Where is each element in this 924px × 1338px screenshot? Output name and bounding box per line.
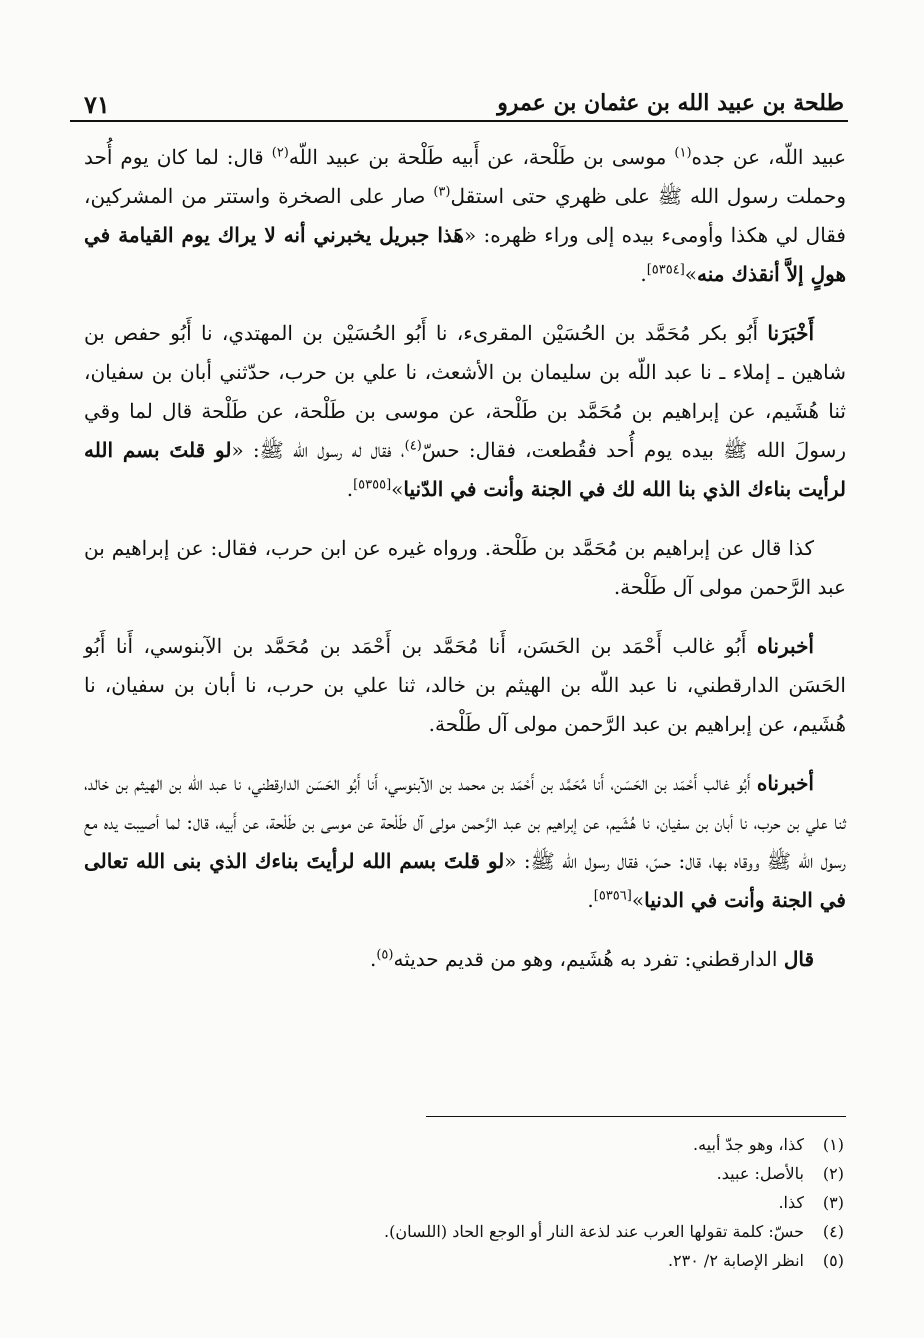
bold-text: قال: [783, 947, 814, 971]
paragraph: [84, 138, 846, 294]
main-text: [84, 138, 846, 999]
page-number: ٧١: [84, 90, 110, 119]
text-run: .: [369, 947, 377, 971]
footnote-text: بالأصل: عبيد.: [716, 1164, 804, 1183]
text-run: أَبُو بكر مُحَمَّد بن الحُسَيْن المقرىء، نا أَبُو الحُسَيْن بن المهتدي، نا أَبُو حفص بن شاهين ـ إملاء ـ نا عبد اللّه بن سليمان بن الأشعث، نا علي بن حرب، حدّثني أبان بن سفيان، ثنا هُشَيم، عن إبراهيم بن مُحَمَّد بن طَلْحة، عن موسى بن طَلْحة، عن طَلْحة قال لما وقي رسولَ الله ﷺ بيده يوم أُحد فقُطعت، فقال: حسّ: [84, 321, 846, 462]
footnote-number: (٣): [822, 1193, 844, 1212]
text-run: »: [684, 262, 698, 286]
bold-text: أَخْبَرَنا: [767, 321, 814, 345]
running-title: طلحة بن عبيد الله بن عثمان بن عمرو: [497, 90, 844, 116]
text-run: »: [631, 888, 645, 912]
footnote-number: (٥): [822, 1251, 844, 1270]
footnote-ref: (٢): [271, 145, 289, 161]
paragraph: [84, 314, 846, 509]
footnote-item: [84, 1246, 844, 1275]
footnote-item: [84, 1217, 844, 1246]
paragraph: [84, 529, 846, 607]
text-run: كذا قال عن إبراهيم بن مُحَمَّد بن طَلْحة. ورواه غيره عن ابن حرب، فقال: عن إبراهيم بن عبد الرَّحمن مولى آل طَلْحة.: [84, 536, 846, 599]
paragraph: [84, 940, 846, 979]
text-run: الدارقطني: تفرد به هُشَيم، وهو من قديم حديثه: [393, 947, 784, 971]
footnote-divider: [426, 1116, 846, 1117]
text-run: موسى بن طَلْحة، عن أَبيه طَلْحة بن عبيد اللّه: [288, 145, 675, 169]
footnote-ref: (٥): [376, 947, 394, 963]
footnote-ref: [٥٣٥٥]: [353, 477, 392, 493]
footnote-text: كذا، وهو جدّ أبيه.: [693, 1135, 804, 1154]
bold-text: لو قلتَ بسم الله لرأيت بناءك الذي بنا الله لك في الجنة وأنت في الدّنيا: [84, 438, 846, 501]
footnote-ref: (٣): [433, 184, 451, 200]
text-run: .: [640, 262, 647, 286]
footnote-ref: (١): [674, 145, 692, 161]
text-run: .: [587, 888, 594, 912]
footnote-number: (١): [822, 1135, 844, 1154]
footnotes: [84, 1130, 844, 1275]
text-run: عبيد اللّه، عن جده: [691, 145, 846, 169]
page-header: [70, 80, 848, 122]
text-run: قال: لما كان يوم أُحد وحملت رسول الله ﷺ على ظهري حتى استقل: [84, 145, 846, 208]
text-run: أَبُو غالب أَحْمَد بن الحَسَن، أَنا مُحَمَّد بن أَحْمَد بن محمد بن الآبنوسي، أَنا أَبُو الحَسَن الدارقطني، نا عبد اللّه بن الهيثم بن خالد، ثنا علي بن حرب، نا أبان بن سفيان، نا هُشَيم، عن إبراهيم بن عبد الرَّحمن مولى آل طَلْحة عن موسى بن طَلْحة، عن أَبيه، قال: لما أصيبت يده مع رسول الله ﷺ ووقاه بها، قال: حسّ، فقال رسول الله ﷺ: «: [84, 771, 846, 873]
text-run: أَبُو غالب أَحْمَد بن الحَسَن، أَنا مُحَمَّد بن أَحْمَد بن مُحَمَّد بن الآبنوسي، أَنا أَبُو الحَسَن الدارقطني، نا عبد اللّه بن الهيثم بن خالد، ثنا علي بن حرب، نا أبان بن سفيان، نا هُشَيم، عن إبراهيم بن عبد الرَّحمن مولى آل طَلْحة.: [84, 634, 846, 736]
footnote-number: (٤): [822, 1222, 844, 1241]
paragraph: [84, 627, 846, 744]
bold-text: أخبرناه: [756, 771, 814, 795]
text-run: ، فقال له رسول الله ﷺ: «: [231, 438, 405, 462]
footnote-item: [84, 1130, 844, 1159]
text-run: .: [346, 477, 354, 501]
footnote-ref: (٤): [404, 438, 422, 454]
footnote-text: حسّ: كلمة تقولها العرب عند لذعة النار أو الوجع الحاد (اللسان).: [384, 1222, 804, 1241]
footnote-text: كذا.: [778, 1193, 804, 1212]
footnote-item: [84, 1159, 844, 1188]
bold-text: هَذا جبريل يخبرني أنه لا يراك يوم القيامة في هولٍ إلاَّ أنقذك منه: [84, 223, 846, 286]
bold-text: لو قلتَ بسم الله لرأيتَ بناءك الذي بنى الله تعالى في الجنة وأنت في الدنيا: [84, 849, 846, 912]
bold-text: أخبرناه: [756, 634, 814, 658]
footnote-text: انظر الإصابة ٢/ ٢٣٠.: [667, 1251, 804, 1270]
text-run: »: [391, 477, 404, 501]
footnote-ref: [٥٣٥٦]: [593, 888, 632, 904]
footnote-ref: [٥٣٥٤]: [646, 262, 685, 278]
footnote-item: [84, 1188, 844, 1217]
footnote-number: (٢): [822, 1164, 844, 1183]
paragraph: [84, 764, 846, 920]
text-run: صار على الصخرة واستتر من المشركين، فقال لي هكذا وأومىء بيده إلى وراء ظهره: «: [84, 184, 846, 247]
